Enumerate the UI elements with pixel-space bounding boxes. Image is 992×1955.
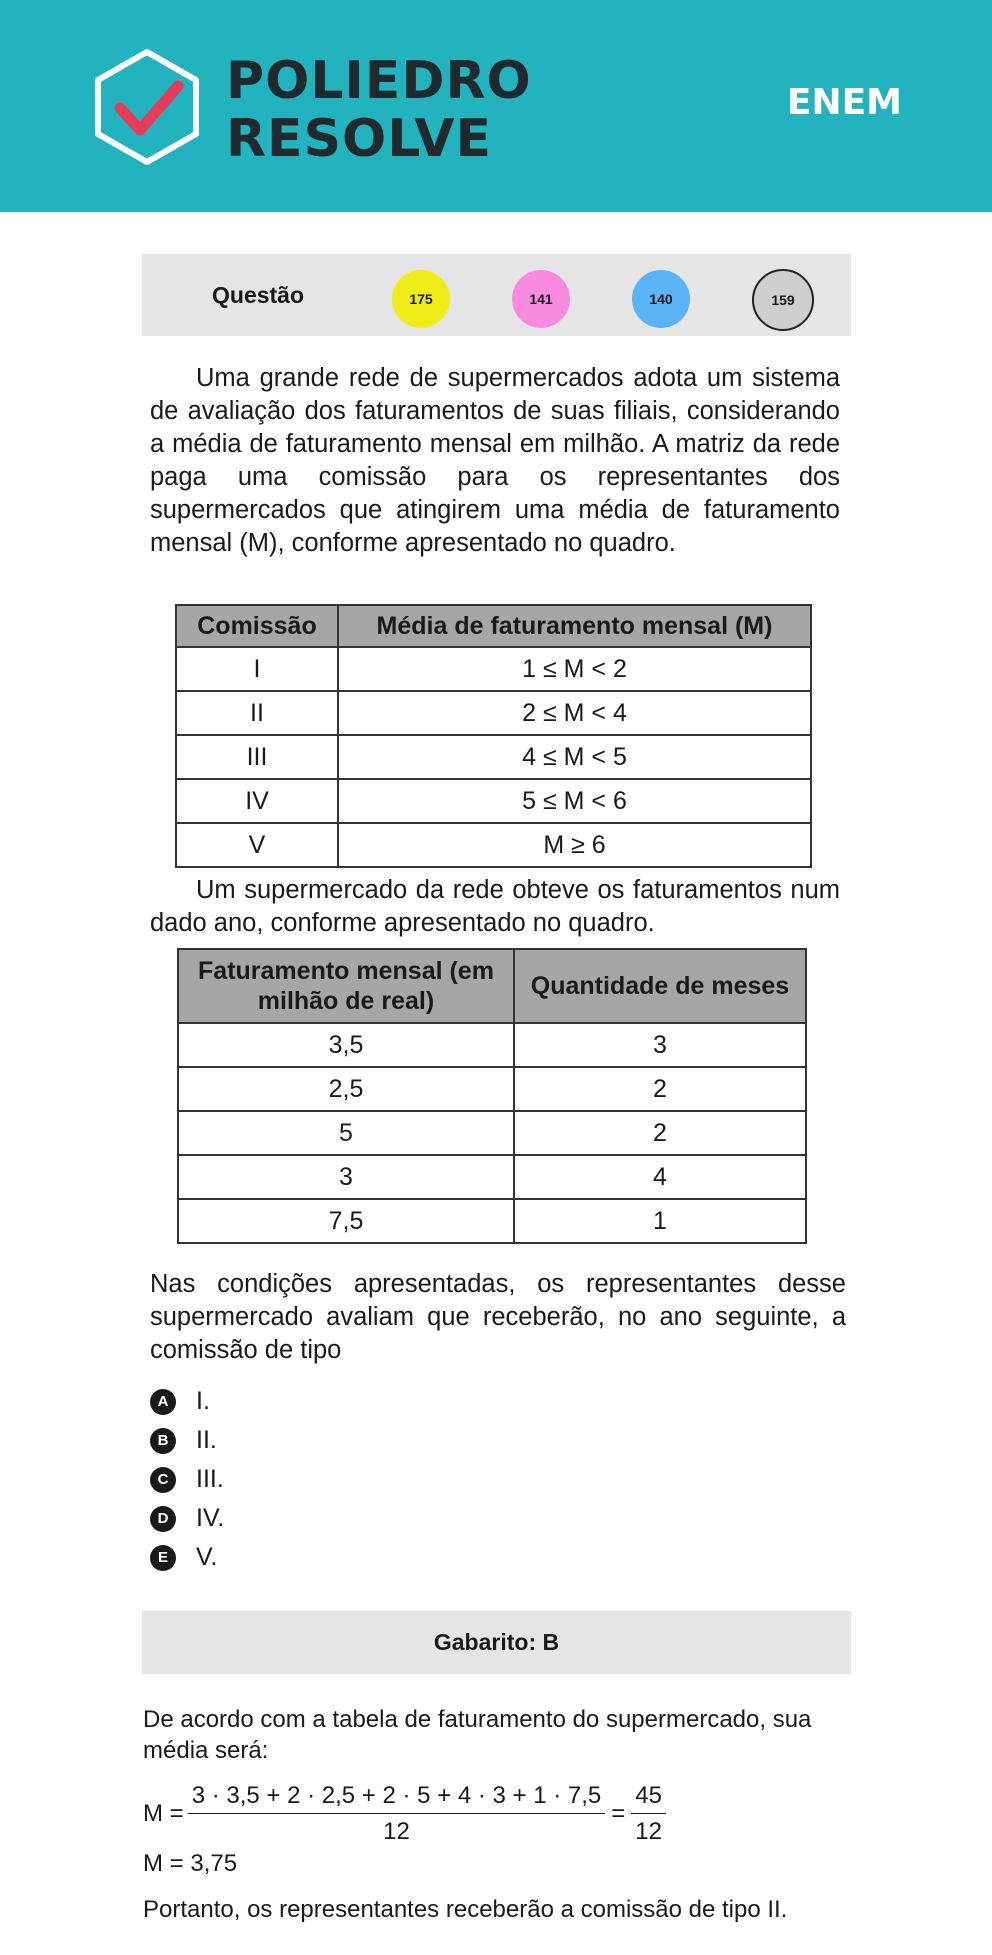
table-cell: 2 [514, 1111, 806, 1155]
brand-name [226, 52, 532, 168]
table-row [176, 779, 811, 823]
table-cell: 2 ≤ M < 4 [338, 691, 811, 735]
option-text: V. [196, 1543, 218, 1571]
table-row [178, 1067, 806, 1111]
table-cell: I [176, 647, 338, 691]
table-cell: 1 ≤ M < 2 [338, 647, 811, 691]
result-numerator: 45 [631, 1780, 666, 1814]
solution-conclusion: Portanto, os representantes receberão a comissão de tipo II. [143, 1896, 788, 1923]
table-cell: 2 [514, 1067, 806, 1111]
table-header: Média de faturamento mensal (M) [338, 605, 811, 647]
revenue-table [177, 948, 807, 1244]
check-hexagon-icon [92, 48, 202, 166]
table-cell: 4 [514, 1155, 806, 1199]
table-header: Quantidade de meses [514, 949, 806, 1023]
table-cell: II [176, 691, 338, 735]
table-cell: M ≥ 6 [338, 823, 811, 867]
question-number-blue: 140 [632, 270, 690, 328]
option-letter-badge: E [150, 1545, 176, 1571]
option-b[interactable] [150, 1421, 224, 1460]
table-cell: 5 ≤ M < 6 [338, 779, 811, 823]
table-cell: 4 ≤ M < 5 [338, 735, 811, 779]
table-row [178, 1199, 806, 1243]
statement-block-2 [150, 874, 840, 940]
option-e[interactable] [150, 1538, 224, 1577]
question-number-pink: 141 [512, 270, 570, 328]
option-text: II. [196, 1426, 217, 1454]
answer-key-bar: Gabarito: B [142, 1611, 851, 1674]
option-c[interactable] [150, 1460, 224, 1499]
table-cell: III [176, 735, 338, 779]
option-text: III. [196, 1465, 224, 1493]
option-letter-badge: C [150, 1467, 176, 1493]
table-cell: 5 [178, 1111, 514, 1155]
table-cell: V [176, 823, 338, 867]
question-number-yellow: 175 [392, 270, 450, 328]
statement-block [150, 362, 840, 560]
brand-line-2: RESOLVE [226, 109, 492, 169]
formula-fraction [188, 1780, 606, 1847]
question-number-bar [142, 254, 851, 336]
question-number-gray: 159 [752, 269, 814, 331]
table-row [178, 1155, 806, 1199]
table-cell: 1 [514, 1199, 806, 1243]
formula-equals: = [611, 1800, 626, 1827]
option-text: I. [196, 1387, 210, 1415]
table-header: Comissão [176, 605, 338, 647]
table-row [176, 647, 811, 691]
option-a[interactable] [150, 1382, 224, 1421]
table-cell: 3 [178, 1155, 514, 1199]
result-denominator: 12 [635, 1818, 662, 1845]
solution-intro: De acordo com a tabela de faturamento do supermercado, sua média será: [143, 1706, 812, 1764]
table-row [178, 1023, 806, 1067]
option-text: IV. [196, 1504, 225, 1532]
table-row [176, 735, 811, 779]
brand-line-1: POLIEDRO [226, 51, 532, 111]
option-letter-badge: B [150, 1428, 176, 1454]
statement-block-3 [150, 1268, 846, 1367]
statement-paragraph-3: Nas condições apresentadas, os representantes desse supermercado avaliam que receberão, no ano seguinte, a comissão de tipo [150, 1270, 846, 1364]
statement-paragraph-1: Uma grande rede de supermercados adota um sistema de avaliação dos faturamentos de suas filiais, considerando a média de faturamento mensal em milhão. A matriz da rede paga uma comissão para os representantes dos supermercados que atingirem uma média de faturamento mensal (M), conforme apresentado no quadro. [150, 364, 840, 557]
table-cell: IV [176, 779, 338, 823]
commission-table [175, 604, 812, 868]
table-row [176, 823, 811, 867]
formula-numerator: 3 · 3,5 + 2 · 2,5 + 2 · 5 + 4 · 3 + 1 · 7,5 [188, 1780, 606, 1814]
option-d[interactable] [150, 1499, 224, 1538]
solution-formula [143, 1780, 853, 1847]
question-label: Questão [212, 282, 305, 308]
table-cell: 3 [514, 1023, 806, 1067]
statement-paragraph-2: Um supermercado da rede obteve os faturamentos num dado ano, conforme apresentado no quadro. [150, 876, 840, 937]
exam-name: ENEM [786, 82, 902, 123]
table-cell: 7,5 [178, 1199, 514, 1243]
table-header: Faturamento mensal (em milhão de real) [178, 949, 514, 1023]
table-cell: 2,5 [178, 1067, 514, 1111]
result-fraction [631, 1780, 666, 1847]
table-cell: 3,5 [178, 1023, 514, 1067]
solution-result: M = 3,75 [143, 1850, 238, 1877]
option-letter-badge: A [150, 1389, 176, 1415]
formula-denominator: 12 [383, 1818, 410, 1845]
table-row [176, 691, 811, 735]
option-letter-badge: D [150, 1506, 176, 1532]
answer-options [150, 1382, 224, 1577]
table-row [178, 1111, 806, 1155]
formula-lhs: M = [143, 1800, 184, 1827]
header-banner [0, 0, 992, 212]
